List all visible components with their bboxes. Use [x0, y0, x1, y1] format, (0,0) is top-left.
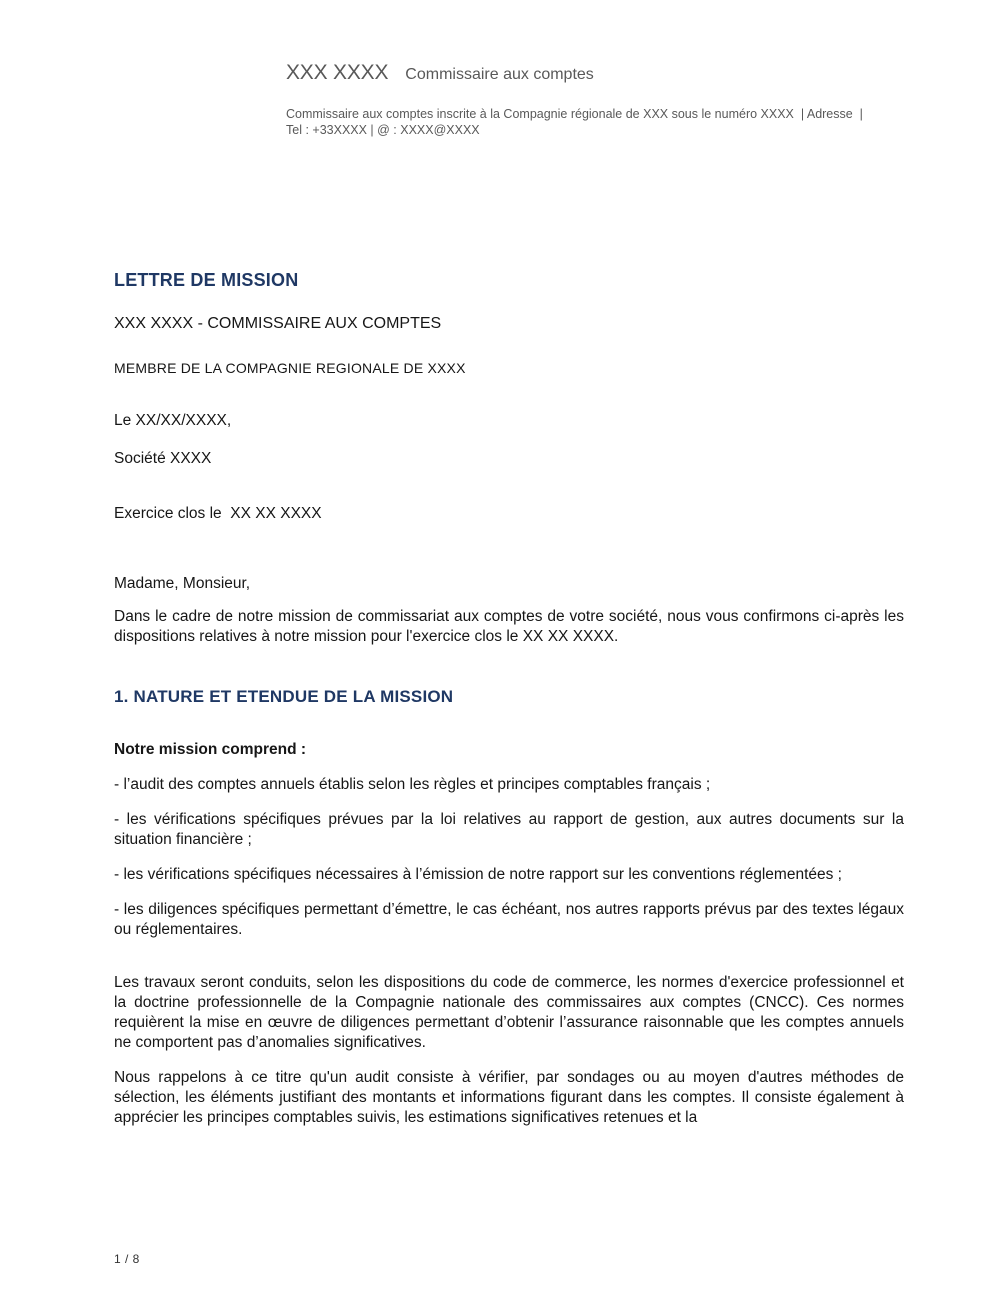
registration-contact-line: Commissaire aux comptes inscrite à la Compagnie régionale de XXX sous le numéro XXXX | Adresse | Tel : +33XXXX | @ : XXXX@XXXX: [286, 107, 867, 137]
salutation: Madame, Monsieur,: [114, 575, 251, 592]
audit-definition-paragraph: Nous rappelons à ce titre qu'un audit consiste à vérifier, par sondages ou au moyen d'autres méthodes de sélection, les éléments justifiant des montants et informations figurant dans les comptes. Il consiste également à apprécier les principes comptables suivis, les estimations significatives retenues et la: [114, 1069, 904, 1126]
membership-line: MEMBRE DE LA COMPAGNIE REGIONALE DE XXXX: [114, 360, 466, 376]
mission-item: - les diligences spécifiques permettant d’émettre, le cas échéant, nos autres rapports prévus par des textes légaux ou réglementaires.: [114, 901, 904, 938]
fiscal-year-line: Exercice clos le XX XX XXXX: [114, 505, 322, 522]
letter-body: [114, 0, 904, 1128]
intro-paragraph: Dans le cadre de notre mission de commissariat aux comptes de votre société, nous vous confirmons ci-après les dispositions relatives à notre mission pour l'exercice clos le XX XX XXXX.: [114, 608, 904, 645]
standards-paragraph: Les travaux seront conduits, selon les dispositions du code de commerce, les normes d'exercice professionnel et la doctrine professionnelle de la Compagnie nationale des commissaires aux comptes (CNCC). Ces normes requièrent la mise en œuvre de diligences permettant d’obtenir l’assurance raisonnable que les comptes annuels ne comportent pas d’anomalies significatives.: [114, 974, 904, 1051]
page-number: 1 / 8: [114, 1252, 140, 1266]
letter-title: LETTRE DE MISSION: [114, 270, 299, 290]
company-line: Société XXXX: [114, 450, 212, 467]
letter-subtitle: XXX XXXX - COMMISSAIRE AUX COMPTES: [114, 315, 442, 332]
mission-item: - les vérifications spécifiques nécessaires à l’émission de notre rapport sur les conventions réglementées ;: [114, 866, 842, 883]
mission-item: - les vérifications spécifiques prévues par la loi relatives au rapport de gestion, aux autres documents sur la situation financière ;: [114, 811, 904, 848]
date-line: Le XX/XX/XXXX,: [114, 412, 232, 429]
mission-lead: Notre mission comprend :: [114, 741, 307, 758]
mission-item: - l’audit des comptes annuels établis selon les règles et principes comptables français ;: [114, 776, 711, 793]
page-footer: [114, 1250, 140, 1268]
firm-name: XXX XXXX: [286, 61, 389, 84]
firm-role-label: Commissaire aux comptes: [405, 66, 594, 83]
section-1-heading: 1. NATURE ET ETENDUE DE LA MISSION: [114, 687, 454, 706]
